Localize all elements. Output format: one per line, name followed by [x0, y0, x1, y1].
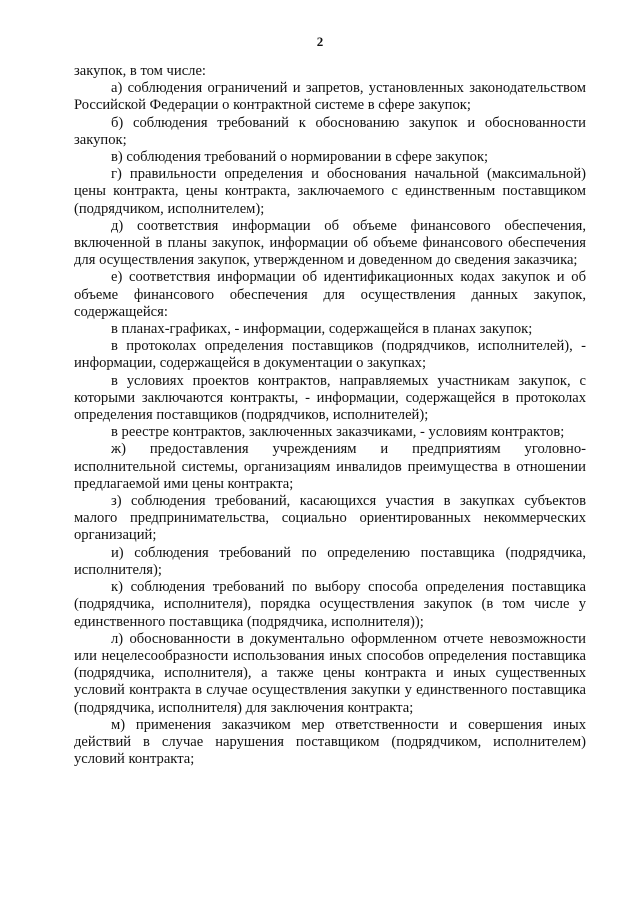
page-number: 2 [316, 34, 324, 49]
paragraph-m: м) применения заказчиком мер ответственности и совершения иных действий в случае нарушения поставщиком (подрядчиком, исполнителем) условий контракта; [74, 716, 586, 768]
paragraph-e-plans: в планах-графиках, - информации, содержащейся в планах закупок; [111, 321, 533, 338]
paragraph-e-contracts: в условиях проектов контрактов, направляемых участникам закупок, с которыми заключаются контракты, - информации, содержащейся в протоколах определения поставщиков (подрядчиков, исполнителей); [74, 372, 586, 424]
paragraph-a: а) соблюдения ограничений и запретов, установленных законодательством Российской Федерации о контрактной системе в сфере закупок; [74, 80, 586, 114]
paragraph-e-registry: в реестре контрактов, заключенных заказчиками, - условиям контрактов; [111, 424, 565, 441]
paragraph-intro: закупок, в том числе: [74, 63, 206, 79]
document-body [74, 63, 586, 768]
paragraph-l: л) обоснованности в документально оформленном отчете невозможности или нецелесообразности использования иных способов определения поставщика (подрядчика, исполнителя), а также цены контракта и иных существенных условий контракта в случае осуществления закупки у единственного поставщика (подрядчика, исполнителя) для заключения контракта; [74, 630, 586, 716]
paragraph-v: в) соблюдения требований о нормировании в сфере закупок; [111, 149, 489, 166]
paragraph-z: з) соблюдения требований, касающихся участия в закупках субъектов малого предпринимательства, социально ориентированных некоммерческих организаций; [74, 493, 586, 544]
paragraph-k: к) соблюдения требований по выбору способа определения поставщика (подрядчика, исполнителя), порядка осуществления закупок (в том числе у единственного поставщика (подрядчика, исполнителя)); [74, 579, 586, 630]
paragraph-b: б) соблюдения требований к обоснованию закупок и обоснованности закупок; [74, 114, 586, 148]
paragraph-d: д) соответствия информации об объеме финансового обеспечения, включенной в планы закупок, информации об объеме финансового обеспечения для осуществления закупок, утвержденном и доведенном до сведения заказчика; [74, 217, 586, 269]
paragraph-zh: ж) предоставления учреждениям и предприятиям уголовно-исполнительной системы, организациям инвалидов преимущества в отношении предлагаемой ими цены контракта; [74, 441, 586, 492]
paragraph-g: г) правильности определения и обоснования начальной (максимальной) цены контракта, цены контракта, заключаемого с единственным поставщиком (подрядчиком, исполнителем); [74, 166, 586, 217]
paragraph-e: е) соответствия информации об идентификационных кодах закупок и об объеме финансового обеспечения для осуществления данных закупок, содержащейся: [74, 269, 586, 320]
paragraph-i: и) соблюдения требований по определению поставщика (подрядчика, исполнителя); [74, 544, 586, 578]
paragraph-e-protocols: в протоколах определения поставщиков (подрядчиков, исполнителей), - информации, содержащейся в документации о закупках; [74, 338, 586, 372]
